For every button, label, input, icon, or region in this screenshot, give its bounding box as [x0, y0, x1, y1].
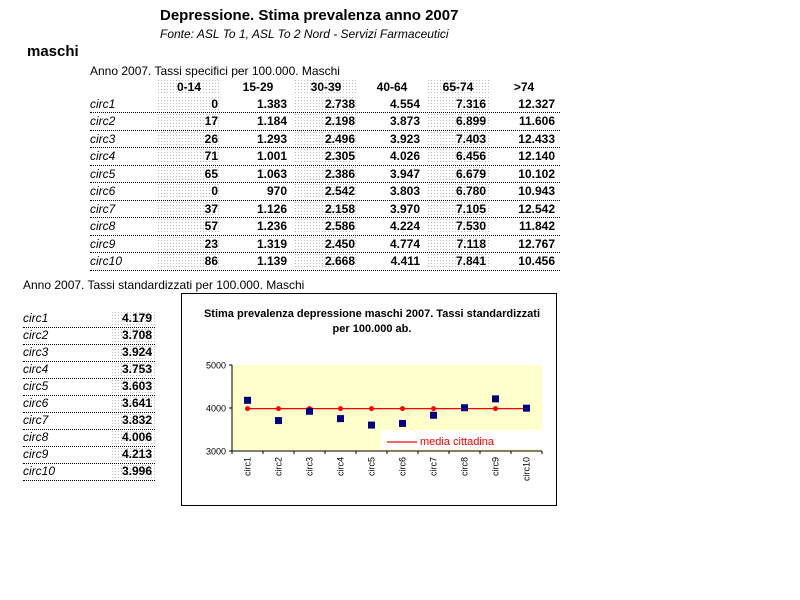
table-cell: 1.139 [256, 254, 287, 268]
x-tick-label: circ1 [242, 457, 253, 477]
table-cell: 4.026 [389, 149, 420, 163]
table-cell: 7.841 [427, 253, 489, 269]
table-cell: 2.496 [294, 131, 358, 147]
table-row [90, 131, 560, 149]
table-cell: 1.236 [256, 219, 287, 233]
data-point [399, 420, 406, 427]
table-row [90, 218, 560, 236]
table-cell: 2.450 [294, 236, 358, 252]
y-tick-label: 3000 [205, 446, 226, 457]
table-cell: 0 [157, 183, 221, 199]
table-row [90, 201, 560, 219]
table-cell: 17 [157, 113, 221, 129]
table-cell: 3.603 [111, 379, 155, 394]
row-label: circ8 [23, 430, 49, 444]
data-point [244, 397, 251, 404]
table-row [23, 311, 155, 328]
table-cell: 11.606 [518, 114, 555, 128]
x-tick-label: circ10 [521, 457, 532, 482]
table-cell: 4.554 [389, 96, 420, 111]
table-cell: 3.753 [111, 362, 155, 377]
table-cell: 2.386 [294, 166, 358, 182]
source-subtitle: Fonte: ASL To 1, ASL To 2 Nord - Servizi Farmaceutici [160, 27, 449, 41]
table-cell: 7.118 [427, 236, 489, 252]
table-cell: 2.198 [294, 113, 358, 129]
table-cell: 3.970 [389, 201, 420, 216]
x-tick-label: circ5 [366, 457, 377, 477]
mean-point [493, 406, 498, 411]
legend-label: media cittadina [420, 436, 494, 448]
table-cell: 65 [157, 166, 221, 182]
data-point [275, 417, 282, 424]
row-label: circ2 [23, 328, 49, 342]
table-row [90, 96, 560, 114]
table-row [90, 148, 560, 166]
table-cell: 4.213 [111, 447, 155, 462]
row-label: circ5 [90, 166, 116, 181]
table-row [23, 379, 155, 396]
row-label: circ1 [23, 311, 49, 325]
specific-rates-table [90, 79, 560, 271]
row-label: circ4 [90, 149, 116, 163]
x-tick-label: circ6 [397, 457, 408, 477]
table-row [23, 396, 155, 413]
table-cell: 57 [157, 218, 221, 234]
table-cell: 6.780 [427, 183, 489, 199]
data-point [492, 395, 499, 402]
table-cell: 2.586 [294, 218, 358, 234]
table-cell: 7.105 [427, 201, 489, 217]
row-label: circ3 [23, 345, 49, 359]
page-title: Depressione. Stima prevalenza anno 2007 [160, 7, 459, 24]
row-label: circ7 [23, 413, 49, 427]
mean-point [276, 406, 281, 411]
table-row [90, 113, 560, 131]
table-cell: 12.542 [518, 201, 555, 216]
table-cell: 1.184 [256, 114, 287, 128]
table-cell: 86 [157, 253, 221, 269]
row-label: circ2 [90, 114, 116, 128]
table-cell: 3.641 [111, 396, 155, 411]
row-label: circ6 [23, 396, 49, 410]
standardized-rates-table [23, 311, 155, 481]
table-row [23, 430, 155, 447]
table-cell: 3.923 [389, 131, 420, 146]
table-row [23, 362, 155, 379]
row-label: circ6 [90, 184, 116, 198]
table-row [23, 447, 155, 464]
table-cell: 3.708 [111, 328, 155, 343]
mean-point [431, 406, 436, 411]
row-label: circ3 [90, 131, 116, 146]
row-label: circ10 [23, 464, 56, 478]
row-label: circ9 [90, 236, 116, 251]
table-cell: 1.319 [256, 236, 287, 251]
table-cell: 2.305 [294, 148, 358, 164]
mean-point [338, 406, 343, 411]
y-tick-label: 5000 [205, 360, 226, 371]
row-label: circ9 [23, 447, 49, 461]
x-tick-label: circ8 [459, 457, 470, 477]
mean-point [400, 406, 405, 411]
table-cell: 970 [266, 184, 287, 198]
column-header: 0-14 [157, 79, 221, 95]
section-heading: maschi [27, 43, 79, 60]
table-cell: 7.530 [427, 218, 489, 234]
table-row [23, 345, 155, 362]
table-cell: 6.679 [427, 166, 489, 182]
table-cell: 6.456 [427, 148, 489, 164]
column-header: 30-39 [294, 79, 358, 95]
row-label: circ7 [90, 201, 116, 216]
table-cell: 11.842 [518, 219, 555, 233]
table-cell: 7.403 [427, 131, 489, 147]
specific-rates-caption: Anno 2007. Tassi specifici per 100.000. Maschi [90, 64, 340, 78]
table-row [23, 328, 155, 345]
table-cell: 0 [157, 96, 221, 112]
table-cell: 3.803 [389, 184, 420, 198]
table-row [90, 166, 560, 184]
chart-svg [182, 294, 558, 507]
standardized-rates-caption: Anno 2007. Tassi standardizzati per 100.000. Maschi [23, 278, 305, 292]
mean-point [245, 406, 250, 411]
data-point [523, 405, 530, 412]
data-point [337, 415, 344, 422]
chart-title: Stima prevalenza depressione maschi 2007. Tassi standardizzati per 100.000 ab. [203, 308, 541, 335]
table-cell: 12.433 [518, 131, 555, 146]
table-cell: 2.158 [294, 201, 358, 217]
column-header: >74 [513, 80, 535, 94]
table-cell: 37 [157, 201, 221, 217]
table-cell: 3.873 [389, 114, 420, 128]
table-cell: 7.316 [427, 96, 489, 112]
table-cell: 1.383 [256, 96, 287, 111]
table-cell: 3.832 [111, 413, 155, 428]
x-tick-label: circ9 [490, 457, 501, 477]
table-cell: 1.001 [256, 149, 287, 163]
table-cell: 10.456 [518, 254, 555, 268]
mean-point [369, 406, 374, 411]
table-cell: 1.293 [256, 131, 287, 146]
column-header: 40-64 [376, 80, 408, 94]
table-cell: 6.899 [427, 113, 489, 129]
table-row [23, 464, 155, 481]
data-point [368, 422, 375, 429]
x-tick-label: circ7 [428, 457, 439, 477]
x-tick-label: circ2 [273, 457, 284, 477]
y-tick-label: 4000 [205, 403, 226, 414]
table-row [90, 253, 560, 271]
table-cell: 12.767 [518, 236, 555, 251]
table-cell: 2.668 [294, 253, 358, 269]
table-cell: 2.542 [294, 183, 358, 199]
table-header-row [90, 79, 560, 96]
table-cell: 4.411 [390, 254, 420, 268]
row-label: circ1 [90, 96, 116, 111]
row-label: circ5 [23, 379, 49, 393]
table-cell: 3.947 [389, 166, 420, 181]
column-header: 15-29 [242, 80, 274, 94]
row-label: circ4 [23, 362, 49, 376]
table-cell: 12.140 [518, 149, 555, 163]
row-label: circ10 [90, 254, 123, 268]
table-cell: 4.179 [111, 311, 155, 326]
table-cell: 71 [157, 148, 221, 164]
data-point [430, 412, 437, 419]
chart-frame [181, 293, 557, 506]
row-label: circ8 [90, 219, 116, 233]
table-cell: 26 [157, 131, 221, 147]
table-cell: 2.738 [294, 96, 358, 112]
table-cell: 4.224 [389, 219, 420, 233]
table-cell: 3.996 [111, 464, 155, 479]
table-cell: 12.327 [518, 96, 555, 111]
table-cell: 4.006 [111, 430, 155, 445]
table-row [23, 413, 155, 430]
table-cell: 4.774 [389, 236, 420, 251]
table-cell: 3.924 [111, 345, 155, 360]
table-row [90, 236, 560, 254]
table-cell: 23 [157, 236, 221, 252]
table-cell: 1.126 [256, 201, 287, 216]
table-cell: 1.063 [256, 166, 287, 181]
table-row [90, 183, 560, 201]
table-cell: 10.943 [518, 184, 555, 198]
column-header: 65-74 [427, 79, 489, 95]
data-point [306, 408, 313, 415]
x-tick-label: circ4 [335, 457, 346, 477]
data-point [461, 404, 468, 411]
table-cell: 10.102 [518, 166, 555, 181]
x-tick-label: circ3 [304, 457, 315, 477]
